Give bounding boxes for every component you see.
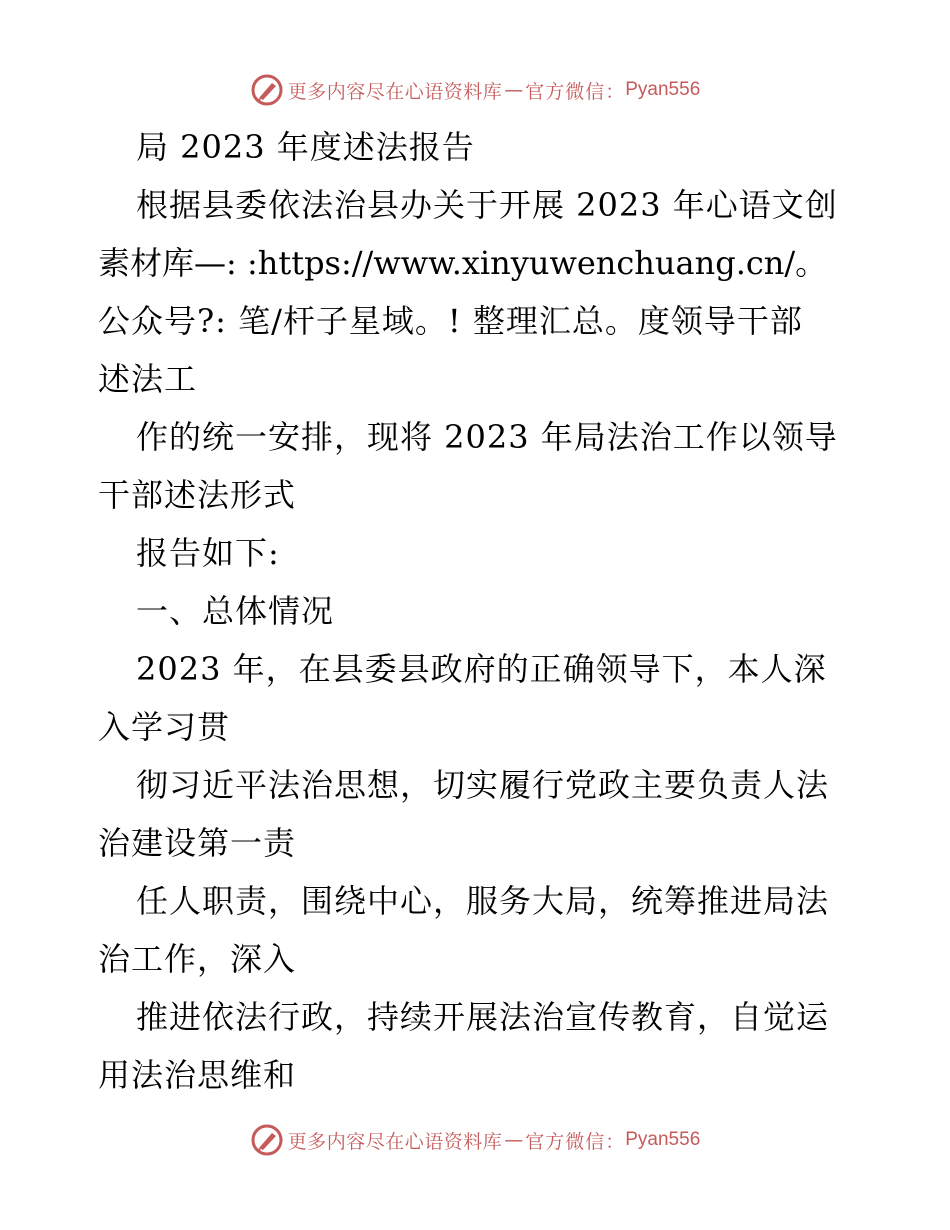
paragraph-line: 彻习近平法治思想，切实履行党政主要负责人法 (136, 766, 830, 804)
document-title: 局 2023 年度述法报告 (136, 128, 475, 166)
footer-banner (0, 1120, 950, 1160)
banner-wechat-id: Pyan556 (625, 1129, 701, 1150)
paragraph-line: 入学习贯 (98, 708, 231, 746)
paragraph-line: 任人职责，围绕中心，服务大局，统筹推进局法 (136, 882, 830, 920)
paragraph-line: 治建设第一责 (98, 824, 297, 862)
banner-wechat-id: Pyan556 (625, 79, 701, 100)
banner-official-label: 官方微信： (525, 1130, 626, 1153)
pen-logo-icon (250, 73, 284, 107)
banner-text: 更多内容尽在心语资料库 (287, 1130, 503, 1153)
paragraph-line: 用法治思维和 (98, 1056, 297, 1094)
header-banner (0, 70, 950, 110)
paragraph-line: 干部述法形式 (98, 476, 297, 514)
banner-dash: — (504, 79, 524, 101)
paragraph-line: 根据县委依法治县办关于开展 2023 年心语文创 (136, 186, 838, 224)
pen-logo-icon (250, 1123, 284, 1157)
paragraph-line: 报告如下: (136, 534, 280, 572)
paragraph-line: 素材库—: :https://www.xinyuwenchuang.cn/。 (98, 244, 828, 282)
paragraph-line: 2023 年，在县委县政府的正确领导下，本人深 (136, 650, 827, 688)
document-body (98, 118, 858, 1104)
paragraph-line: 作的统一安排，现将 2023 年局法治工作以领导 (136, 418, 838, 456)
paragraph-line: 述法工 (98, 360, 198, 398)
paragraph-line: 治工作，深入 (98, 940, 297, 978)
section-heading: 一、总体情况 (136, 592, 335, 630)
banner-dash: — (504, 1129, 524, 1151)
paragraph-line: 公众号?: 笔/杆子星域。! 整理汇总。度领导干部 (98, 302, 803, 340)
banner-official-label: 官方微信： (525, 80, 626, 103)
paragraph-line: 推进依法行政，持续开展法治宣传教育，自觉运 (136, 998, 830, 1036)
banner-text: 更多内容尽在心语资料库 (287, 80, 503, 103)
